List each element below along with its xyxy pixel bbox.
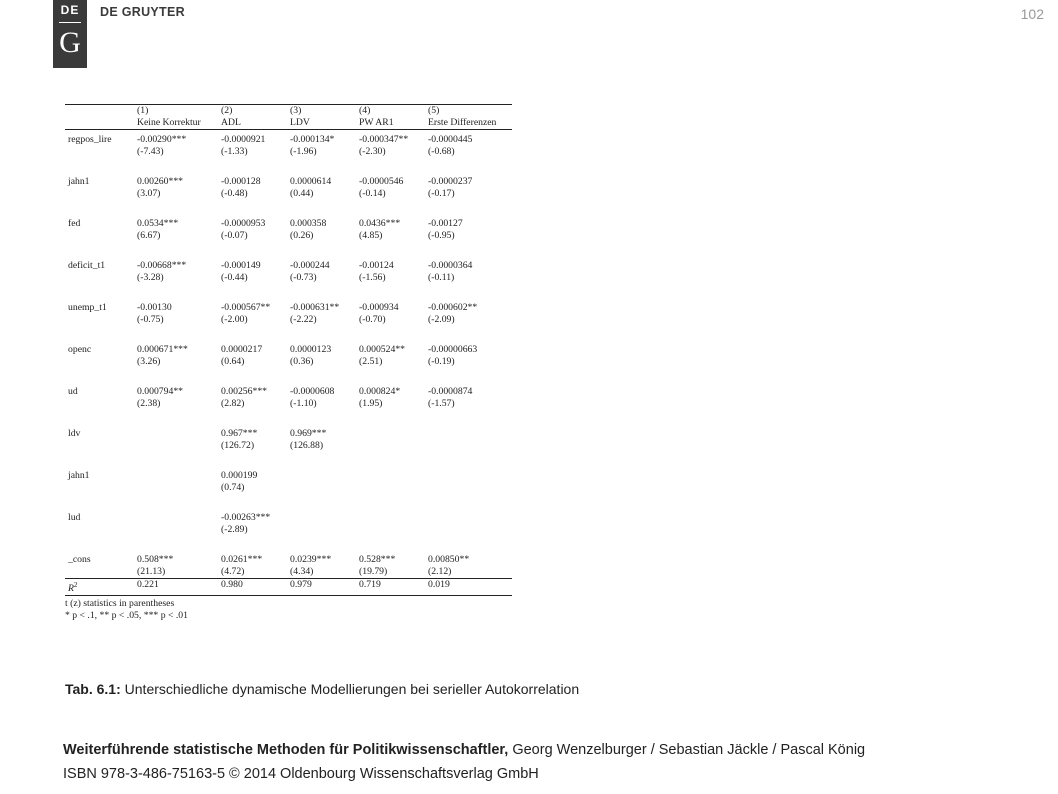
coefficient-cell: 0.0239*** bbox=[290, 554, 332, 565]
statistic-empty-cell bbox=[65, 314, 134, 326]
coefficient-cell: 0.508*** bbox=[137, 554, 174, 565]
logo-bottom-text: G bbox=[59, 26, 81, 59]
row-spacer bbox=[65, 452, 512, 470]
statistic-cell: (-3.28) bbox=[137, 272, 164, 283]
coefficient-cell: 0.00850** bbox=[428, 554, 470, 565]
coefficient-cell: -0.000567** bbox=[221, 302, 271, 313]
coefficient-row bbox=[65, 470, 512, 482]
statistic-cell bbox=[425, 482, 512, 494]
statistic-cell: (4.85) bbox=[359, 230, 383, 241]
statistic-cell: (-2.00) bbox=[221, 314, 248, 325]
row-spacer bbox=[65, 158, 512, 176]
coefficient-cell: -0.0000237 bbox=[428, 176, 473, 187]
variable-label: openc bbox=[68, 344, 92, 355]
statistic-cell bbox=[425, 524, 512, 536]
statistic-cell: (4.34) bbox=[290, 566, 314, 577]
statistic-row bbox=[65, 146, 512, 158]
table-notes bbox=[65, 598, 512, 622]
statistic-cell: (19.79) bbox=[359, 566, 388, 577]
r-squared-value: 0.980 bbox=[218, 579, 287, 596]
coefficient-cell: -0.00130 bbox=[137, 302, 172, 313]
statistic-cell bbox=[356, 524, 425, 536]
r-squared-value: 0.221 bbox=[134, 579, 218, 596]
statistic-cell: (-2.09) bbox=[428, 314, 455, 325]
statistic-cell: (-0.75) bbox=[137, 314, 164, 325]
variable-label: ud bbox=[68, 386, 78, 397]
coefficient-row bbox=[65, 134, 512, 146]
row-spacer bbox=[65, 326, 512, 344]
statistic-cell: (-1.57) bbox=[428, 398, 455, 409]
header-row-numbers bbox=[65, 105, 512, 118]
statistic-cell: (-0.11) bbox=[428, 272, 455, 283]
column-number: (3) bbox=[287, 105, 356, 118]
column-number: (1) bbox=[134, 105, 218, 118]
statistic-cell bbox=[356, 482, 425, 494]
r-squared-value: 0.979 bbox=[287, 579, 356, 596]
statistic-cell: (2.38) bbox=[137, 398, 161, 409]
statistic-empty-cell bbox=[65, 440, 134, 452]
row-spacer bbox=[65, 284, 512, 302]
header-row-names bbox=[65, 117, 512, 130]
coefficient-cell: 0.528*** bbox=[359, 554, 396, 565]
statistic-cell: (-1.96) bbox=[290, 146, 317, 157]
coefficient-cell: -0.00263*** bbox=[221, 512, 271, 523]
coefficient-cell: 0.969*** bbox=[290, 428, 327, 439]
coefficient-cell: 0.000199 bbox=[221, 470, 258, 481]
variable-label: jahn1 bbox=[68, 470, 90, 481]
coefficient-cell bbox=[425, 512, 512, 524]
coefficient-cell bbox=[287, 512, 356, 524]
row-spacer-cell bbox=[65, 158, 512, 176]
coefficient-cell: 0.0534*** bbox=[137, 218, 179, 229]
statistic-empty-cell bbox=[65, 230, 134, 242]
statistic-cell: (2.12) bbox=[428, 566, 452, 577]
statistic-cell: (-0.68) bbox=[428, 146, 455, 157]
column-name: Erste Differenzen bbox=[425, 117, 512, 130]
statistic-cell: (-1.56) bbox=[359, 272, 386, 283]
statistic-row bbox=[65, 314, 512, 326]
coefficient-row bbox=[65, 218, 512, 230]
row-spacer-cell bbox=[65, 284, 512, 302]
statistic-cell bbox=[134, 440, 218, 452]
coefficient-cell bbox=[134, 470, 218, 482]
statistic-row bbox=[65, 482, 512, 494]
coefficient-cell: 0.000794** bbox=[137, 386, 184, 397]
coefficient-cell bbox=[287, 470, 356, 482]
variable-label: fed bbox=[68, 218, 81, 229]
statistic-cell: (-2.89) bbox=[221, 524, 248, 535]
variable-label: lud bbox=[68, 512, 81, 523]
column-name: Keine Korrektur bbox=[134, 117, 218, 130]
table-note-significance: * p < .1, ** p < .05, *** p < .01 bbox=[65, 610, 188, 622]
column-name: ADL bbox=[218, 117, 287, 130]
coefficient-cell: -0.00000663 bbox=[428, 344, 478, 355]
coefficient-cell: -0.000602** bbox=[428, 302, 478, 313]
statistic-cell: (126.72) bbox=[221, 440, 255, 451]
variable-label: _cons bbox=[68, 554, 91, 565]
header-empty-cell bbox=[65, 117, 134, 130]
statistic-cell: (1.95) bbox=[359, 398, 383, 409]
statistic-cell: (0.64) bbox=[221, 356, 245, 367]
statistic-empty-cell bbox=[65, 272, 134, 284]
coefficient-cell bbox=[425, 428, 512, 440]
coefficient-cell: 0.00260*** bbox=[137, 176, 184, 187]
row-spacer bbox=[65, 536, 512, 554]
coefficient-cell: -0.00668*** bbox=[137, 260, 187, 271]
row-spacer bbox=[65, 242, 512, 260]
statistic-cell: (3.26) bbox=[137, 356, 161, 367]
coefficient-cell: -0.000347** bbox=[359, 134, 409, 145]
coefficient-row bbox=[65, 260, 512, 272]
statistic-cell: (0.36) bbox=[290, 356, 314, 367]
coefficient-cell bbox=[134, 512, 218, 524]
statistic-cell: (-1.33) bbox=[221, 146, 248, 157]
statistic-cell: (3.07) bbox=[137, 188, 161, 199]
statistic-cell: (-1.10) bbox=[290, 398, 317, 409]
statistic-cell: (-2.30) bbox=[359, 146, 386, 157]
statistic-empty-cell bbox=[65, 188, 134, 200]
coefficient-cell: -0.00290*** bbox=[137, 134, 187, 145]
coefficient-cell: 0.0436*** bbox=[359, 218, 401, 229]
row-spacer bbox=[65, 410, 512, 428]
row-spacer-cell bbox=[65, 326, 512, 344]
publisher-logo bbox=[53, 0, 87, 68]
statistic-cell: (-0.70) bbox=[359, 314, 386, 325]
statistic-row bbox=[65, 524, 512, 536]
coefficient-cell: 0.0000123 bbox=[290, 344, 332, 355]
book-authors: Georg Wenzelburger / Sebastian Jäckle / Pascal König bbox=[508, 742, 866, 758]
coefficient-cell: -0.0000364 bbox=[428, 260, 473, 271]
statistic-cell bbox=[134, 524, 218, 536]
statistic-row bbox=[65, 440, 512, 452]
statistic-cell: (-0.14) bbox=[359, 188, 386, 199]
coefficient-cell: -0.00127 bbox=[428, 218, 463, 229]
row-spacer bbox=[65, 200, 512, 218]
coefficient-cell: -0.00124 bbox=[359, 260, 394, 271]
coefficient-cell: 0.967*** bbox=[221, 428, 258, 439]
publisher-name: DE GRUYTER bbox=[100, 5, 185, 19]
coefficient-cell: -0.000128 bbox=[221, 176, 261, 187]
coefficient-cell: 0.00256*** bbox=[221, 386, 268, 397]
statistic-cell: (0.44) bbox=[290, 188, 314, 199]
coefficient-cell: 0.0000614 bbox=[290, 176, 332, 187]
statistic-empty-cell bbox=[65, 398, 134, 410]
coefficient-cell: -0.000934 bbox=[359, 302, 399, 313]
regression-table-figure bbox=[65, 104, 512, 622]
statistic-cell: (21.13) bbox=[137, 566, 166, 577]
statistic-row bbox=[65, 566, 512, 579]
statistic-cell: (-0.48) bbox=[221, 188, 248, 199]
coefficient-cell: -0.0000953 bbox=[221, 218, 266, 229]
coefficient-cell: -0.0000445 bbox=[428, 134, 473, 145]
book-citation bbox=[63, 742, 865, 758]
row-spacer-cell bbox=[65, 452, 512, 470]
statistic-cell: (2.51) bbox=[359, 356, 383, 367]
statistic-cell: (-0.44) bbox=[221, 272, 248, 283]
statistic-empty-cell bbox=[65, 356, 134, 368]
r-squared-superscript: 2 bbox=[73, 581, 78, 589]
coefficient-cell: 0.000358 bbox=[290, 218, 327, 229]
coefficient-row bbox=[65, 554, 512, 566]
coefficient-cell: -0.0000874 bbox=[428, 386, 473, 397]
statistic-cell: (0.74) bbox=[221, 482, 245, 493]
coefficient-cell bbox=[356, 470, 425, 482]
book-isbn: ISBN 978-3-486-75163-5 © 2014 Oldenbourg Wissenschaftsverlag GmbH bbox=[63, 766, 539, 782]
column-name: LDV bbox=[287, 117, 356, 130]
caption-text: Unterschiedliche dynamische Modellierungen bei serieller Autokorrelation bbox=[120, 681, 580, 697]
statistic-row bbox=[65, 272, 512, 284]
coefficient-cell bbox=[134, 428, 218, 440]
statistic-empty-cell bbox=[65, 482, 134, 494]
statistic-row bbox=[65, 398, 512, 410]
row-spacer-cell bbox=[65, 242, 512, 260]
statistic-cell bbox=[425, 440, 512, 452]
caption-label: Tab. 6.1: bbox=[65, 681, 121, 697]
statistic-cell: (-2.22) bbox=[290, 314, 317, 325]
book-title: Weiterführende statistische Methoden für Politikwissenschaftler, bbox=[63, 742, 509, 758]
variable-label: deficit_t1 bbox=[68, 260, 106, 271]
row-spacer-cell bbox=[65, 410, 512, 428]
table-caption bbox=[65, 681, 579, 697]
column-name: PW AR1 bbox=[356, 117, 425, 130]
variable-label: jahn1 bbox=[68, 176, 90, 187]
coefficient-cell: -0.000149 bbox=[221, 260, 261, 271]
coefficient-row bbox=[65, 344, 512, 356]
coefficient-cell: -0.000244 bbox=[290, 260, 330, 271]
statistic-cell: (126.88) bbox=[290, 440, 324, 451]
r-squared-value: 0.719 bbox=[356, 579, 425, 596]
header-empty-cell bbox=[65, 105, 134, 118]
statistic-cell: (-0.17) bbox=[428, 188, 455, 199]
logo-divider bbox=[59, 22, 81, 23]
coefficient-row bbox=[65, 512, 512, 524]
coefficient-cell bbox=[425, 470, 512, 482]
coefficient-row bbox=[65, 428, 512, 440]
coefficient-cell: 0.0261*** bbox=[221, 554, 263, 565]
statistic-cell: (-7.43) bbox=[137, 146, 164, 157]
row-spacer-cell bbox=[65, 200, 512, 218]
statistic-cell: (-0.07) bbox=[221, 230, 248, 241]
column-number: (5) bbox=[425, 105, 512, 118]
statistic-cell bbox=[287, 482, 356, 494]
statistic-row bbox=[65, 188, 512, 200]
column-number: (4) bbox=[356, 105, 425, 118]
statistic-empty-cell bbox=[65, 566, 134, 579]
page-number: 102 bbox=[1020, 6, 1044, 22]
coefficient-cell: -0.000134* bbox=[290, 134, 335, 145]
statistic-cell: (0.26) bbox=[290, 230, 314, 241]
r-squared-symbol: R bbox=[68, 583, 74, 595]
statistic-cell: (-0.73) bbox=[290, 272, 317, 283]
coefficient-cell: 0.000524** bbox=[359, 344, 406, 355]
variable-label: regpos_lire bbox=[68, 134, 112, 145]
statistic-cell: (-0.19) bbox=[428, 356, 455, 367]
r-squared-value: 0.019 bbox=[425, 579, 512, 596]
r-squared-row bbox=[65, 579, 512, 596]
coefficient-cell: 0.000671*** bbox=[137, 344, 188, 355]
row-spacer bbox=[65, 368, 512, 386]
statistic-row bbox=[65, 356, 512, 368]
statistic-cell: (6.67) bbox=[137, 230, 161, 241]
statistic-cell: (4.72) bbox=[221, 566, 245, 577]
statistic-cell: (2.82) bbox=[221, 398, 245, 409]
statistic-row bbox=[65, 230, 512, 242]
coefficient-cell bbox=[356, 428, 425, 440]
variable-label: unemp_t1 bbox=[68, 302, 107, 313]
row-spacer-cell bbox=[65, 536, 512, 554]
statistic-cell bbox=[134, 482, 218, 494]
row-spacer-cell bbox=[65, 494, 512, 512]
statistic-cell bbox=[287, 524, 356, 536]
coefficient-cell: -0.0000921 bbox=[221, 134, 266, 145]
coefficient-cell: -0.0000608 bbox=[290, 386, 335, 397]
statistic-empty-cell bbox=[65, 524, 134, 536]
coefficient-cell bbox=[356, 512, 425, 524]
coefficient-cell: 0.0000217 bbox=[221, 344, 263, 355]
row-spacer-cell bbox=[65, 368, 512, 386]
coefficient-cell: -0.000631** bbox=[290, 302, 340, 313]
statistic-cell: (-0.95) bbox=[428, 230, 455, 241]
coefficient-row bbox=[65, 386, 512, 398]
column-number: (2) bbox=[218, 105, 287, 118]
statistic-empty-cell bbox=[65, 146, 134, 158]
table-note-statistics: t (z) statistics in parentheses bbox=[65, 598, 175, 610]
logo-top-text: DE bbox=[60, 3, 80, 17]
statistic-cell bbox=[356, 440, 425, 452]
variable-label: ldv bbox=[68, 428, 81, 439]
coefficient-cell: 0.000824* bbox=[359, 386, 401, 397]
row-spacer bbox=[65, 494, 512, 512]
coefficient-row bbox=[65, 176, 512, 188]
coefficient-cell: -0.0000546 bbox=[359, 176, 404, 187]
coefficient-row bbox=[65, 302, 512, 314]
r-squared-label bbox=[65, 579, 134, 596]
regression-table bbox=[65, 104, 512, 596]
